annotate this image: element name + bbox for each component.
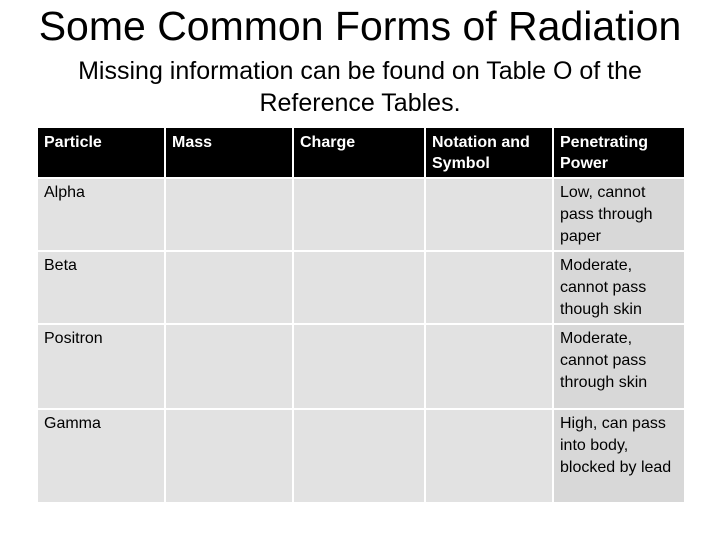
cell-penetrating-power: High, can pass into body, blocked by lead: [554, 410, 684, 502]
cell-particle: Alpha: [38, 179, 164, 250]
table-row: [38, 179, 684, 250]
page-subtitle: Missing information can be found on Table O of the Reference Tables.: [78, 57, 642, 117]
radiation-table: [36, 126, 686, 504]
page-title: Some Common Forms of Radiation: [38, 3, 682, 49]
cell-particle: Beta: [38, 252, 164, 323]
table-row: [38, 252, 684, 323]
cell-particle: Positron: [38, 325, 164, 408]
table-row: [38, 410, 684, 502]
cell-particle: Gamma: [38, 410, 164, 502]
cell-penetrating-power: Moderate, cannot pass though skin: [554, 252, 684, 323]
cell-charge: [294, 325, 424, 408]
cell-mass: [166, 252, 292, 323]
cell-charge: [294, 410, 424, 502]
cell-notation: [426, 252, 552, 323]
cell-charge: [294, 252, 424, 323]
header-mass: Mass: [166, 128, 292, 177]
cell-charge: [294, 179, 424, 250]
cell-notation: [426, 325, 552, 408]
cell-mass: [166, 179, 292, 250]
cell-penetrating-power: Low, cannot pass through paper: [554, 179, 684, 250]
table-header-row: [38, 128, 684, 177]
cell-notation: [426, 179, 552, 250]
table-row: [38, 325, 684, 408]
header-particle: Particle: [38, 128, 164, 177]
cell-notation: [426, 410, 552, 502]
cell-mass: [166, 410, 292, 502]
header-penetrating-power: Penetrating Power: [554, 128, 684, 177]
cell-penetrating-power: Moderate, cannot pass through skin: [554, 325, 684, 408]
header-charge: Charge: [294, 128, 424, 177]
header-notation: Notation and Symbol: [426, 128, 552, 177]
cell-mass: [166, 325, 292, 408]
